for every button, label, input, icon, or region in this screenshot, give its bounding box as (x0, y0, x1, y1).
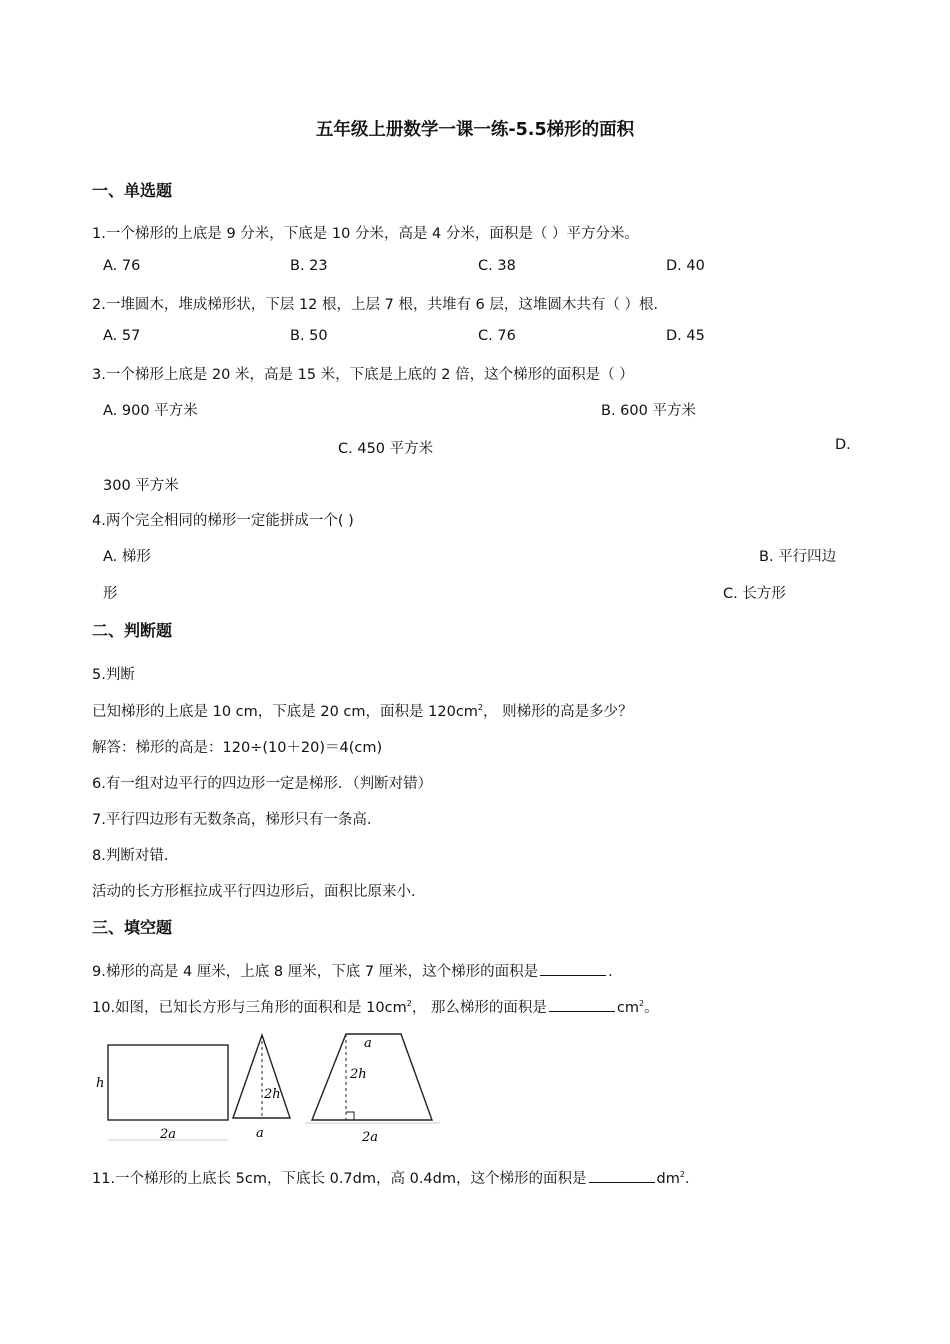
q3-option-d-text: 300 平方米 (103, 478, 179, 494)
question-2-stem: 2.一堆圆木，堆成梯形状，下层 12 根，上层 7 根，共堆有 6 层，这堆圆木共有（ ）根． (92, 297, 668, 313)
question-4-stem: 4.两个完全相同的梯形一定能拼成一个( ) (92, 513, 354, 529)
q11-unit: dm (656, 1171, 680, 1187)
right-angle-mark (346, 1112, 354, 1120)
label-trap-h: 2h (350, 1067, 367, 1082)
q9-answer-blank[interactable] (540, 963, 606, 976)
question-8-line: 活动的长方形框拉成平行四边形后，面积比原来小． (92, 884, 426, 900)
q10-pre: 10.如图，已知长方形与三角形的面积和是 10cm (92, 1000, 407, 1016)
q2-option-b: B. 50 (290, 328, 328, 344)
q2-option-a: A. 57 (103, 328, 141, 344)
q11-answer-blank[interactable] (589, 1170, 655, 1183)
label-tri-b: a (256, 1126, 264, 1141)
q11-sup: 2 (679, 1170, 685, 1179)
q1-option-b: B. 23 (290, 258, 328, 274)
trapezoid-shape (312, 1034, 432, 1120)
question-5-line1 (92, 700, 633, 721)
q11-pre: 11.一个梯形的上底长 5cm，下底长 0.7dm，高 0.4dm，这个梯形的面积是 (92, 1171, 587, 1187)
q5-line1-pre: 已知梯形的上底是 10 cm，下底是 20 cm，面积是 120cm (92, 704, 478, 720)
q3-option-c: C. 450 平方米 (338, 441, 434, 457)
label-trap-top: a (364, 1036, 372, 1051)
geometry-figure (90, 1030, 450, 1148)
q11-post: ． (684, 1171, 700, 1187)
question-5-stem: 5.判断 (92, 667, 135, 683)
q10-unit: cm (616, 1000, 640, 1016)
q3-option-d: D. (835, 437, 851, 453)
q10-mid: ， 那么梯形的面积是 (411, 1000, 547, 1016)
q10-post: 。 (644, 1000, 659, 1016)
q5-sup: 2 (477, 703, 484, 712)
question-5-answer: 解答：梯形的高是：120÷(10＋20)＝4(cm) (92, 740, 383, 756)
rectangle-shape (108, 1045, 228, 1120)
question-9 (92, 960, 623, 981)
question-7-stem: 7.平行四边形有无数条高，梯形只有一条高． (92, 812, 382, 828)
label-rect-h: h (96, 1076, 105, 1091)
section-heading-single-choice: 一、单选题 (92, 181, 173, 200)
q2-option-d: D. 45 (666, 328, 705, 344)
label-trap-bottom: 2a (362, 1130, 379, 1145)
q3-option-a: A. 900 平方米 (103, 403, 198, 419)
section-heading-true-false: 二、判断题 (92, 621, 173, 640)
q10-answer-blank[interactable] (549, 999, 615, 1012)
label-tri-h: 2h (264, 1087, 281, 1102)
q1-option-c: C. 38 (478, 258, 516, 274)
q1-option-d: D. 40 (666, 258, 705, 274)
q3-option-b: B. 600 平方米 (601, 403, 696, 419)
q1-option-a: A. 76 (103, 258, 141, 274)
page-title: 五年级上册数学一课一练-5.5梯形的面积 (315, 120, 635, 140)
question-8-stem: 8.判断对错． (92, 848, 179, 864)
question-6-stem: 6.有一组对边平行的四边形一定是梯形．（判断对错） (92, 776, 433, 792)
question-11 (92, 1167, 699, 1188)
label-rect-w: 2a (160, 1127, 177, 1142)
q5-line1-post: ， 则梯形的高是多少？ (483, 704, 633, 720)
q4-option-c: C. 长方形 (723, 586, 786, 602)
q2-option-c: C. 76 (478, 328, 516, 344)
question-10 (92, 996, 659, 1017)
question-1-stem: 1.一个梯形的上底是 9 分米，下底是 10 分米，高是 4 分米，面积是（ ）平方分米。 (92, 226, 639, 242)
q9-post: ． (608, 964, 623, 980)
q4-option-b: B. 平行四边 (759, 549, 837, 565)
q10-sup2: 2 (639, 999, 645, 1008)
q4-option-a: A. 梯形 (103, 549, 151, 565)
q4-option-b-cont: 形 (103, 586, 118, 602)
section-heading-fill-blank: 三、填空题 (92, 918, 173, 937)
q10-sup: 2 (406, 999, 412, 1008)
question-3-stem: 3.一个梯形上底是 20 米，高是 15 米，下底是上底的 2 倍，这个梯形的面积是（ ） (92, 367, 634, 383)
q9-pre: 9.梯形的高是 4 厘米，上底 8 厘米，下底 7 厘米，这个梯形的面积是 (92, 964, 539, 980)
